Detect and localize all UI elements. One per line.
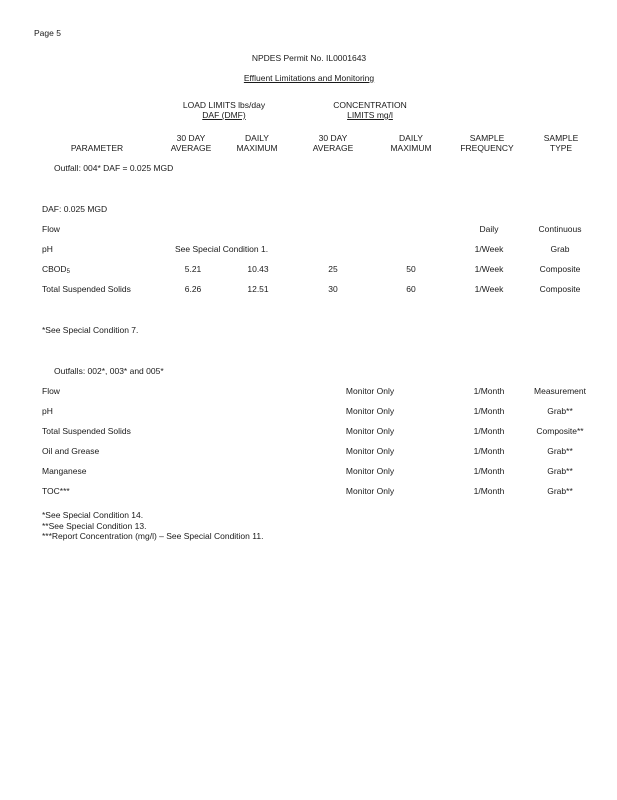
table-row-frequency: 1/Month — [473, 386, 505, 396]
page-number: Page 5 — [34, 28, 61, 38]
conc-30day-header — [313, 133, 353, 153]
table-row-param: Total Suspended Solids — [42, 284, 131, 294]
load-limits-header — [183, 100, 265, 120]
table-row-frequency: 1/Month — [473, 486, 505, 496]
footnote: *See Special Condition 7. — [42, 325, 139, 335]
table-row-type: Composite — [539, 284, 581, 294]
table-row-type: Grab** — [547, 406, 573, 416]
table-row-param: Oil and Grease — [42, 446, 100, 456]
conc-30day-value: 25 — [328, 264, 338, 274]
footnote: **See Special Condition 13. — [42, 520, 147, 531]
header-line: MAXIMUM — [390, 143, 432, 153]
param-subscript: 5 — [66, 269, 70, 275]
header-line: AVERAGE — [170, 143, 212, 153]
table-row-frequency: 1/Month — [473, 446, 505, 456]
table-row-frequency: 1/Month — [473, 426, 505, 436]
load-daily-value: 12.51 — [247, 284, 269, 294]
conc-daily-value: 50 — [406, 264, 416, 274]
table-row-frequency: 1/Week — [474, 244, 504, 254]
header-line: FREQUENCY — [460, 143, 514, 153]
header-line: MAXIMUM — [236, 143, 278, 153]
monitor-only: Monitor Only — [345, 466, 395, 476]
load-limits-label: LOAD LIMITS lbs/day — [182, 100, 266, 110]
table-row-type: Grab** — [547, 446, 573, 456]
table-row-type: Grab — [550, 244, 570, 254]
table-row-type: Continuous — [538, 224, 582, 234]
outfall-002-003-005-label: Outfalls: 002*, 003* and 005* — [54, 366, 164, 376]
table-row-type: Grab** — [547, 486, 573, 496]
table-row-param — [42, 264, 70, 275]
table-row-frequency: 1/Week — [474, 284, 504, 294]
load-daily-value: 10.43 — [247, 264, 269, 274]
footnote: *See Special Condition 14. — [42, 510, 144, 520]
monitor-only: Monitor Only — [345, 386, 395, 396]
monitor-only: Monitor Only — [345, 406, 395, 416]
concentration-header — [333, 100, 407, 120]
footnote: ***Report Concentration (mg/l) – See Special Condition 11. — [42, 531, 264, 541]
header-line: DAILY — [245, 133, 269, 143]
table-row-type: Measurement — [534, 386, 586, 396]
conc-daily-value: 60 — [406, 284, 416, 294]
permit-number: NPDES Permit No. IL0001643 — [251, 53, 367, 63]
load-limits-sub: DAF (DMF) — [202, 110, 246, 120]
table-row-frequency: Daily — [479, 224, 499, 234]
header-line: DAILY — [399, 133, 423, 143]
outfall-004-label: Outfall: 004* DAF = 0.025 MGD — [54, 163, 174, 173]
load-30day-value: 6.26 — [184, 284, 202, 294]
special-condition-note: See Special Condition 1. — [175, 244, 269, 254]
sample-frequency-header — [460, 133, 513, 153]
table-row-param: pH — [42, 244, 53, 254]
concentration-label: CONCENTRATION — [333, 100, 407, 110]
table-row-type: Grab** — [547, 466, 573, 476]
monitor-only: Monitor Only — [345, 426, 395, 436]
header-line: 30 DAY — [318, 133, 348, 143]
load-30day-value: 5.21 — [184, 264, 202, 274]
conc-daily-header — [390, 133, 431, 153]
param-name: CBOD — [42, 264, 67, 274]
table-row-type: Composite** — [536, 426, 584, 436]
monitor-only: Monitor Only — [345, 446, 395, 456]
header-line: SAMPLE — [543, 133, 579, 143]
header-line: 30 DAY — [176, 133, 206, 143]
header-line: SAMPLE — [469, 133, 505, 143]
section-title: Effluent Limitations and Monitoring — [243, 73, 375, 83]
table-row-frequency: 1/Month — [473, 466, 505, 476]
load-30day-header — [171, 133, 211, 153]
table-row-param: Flow — [42, 224, 60, 234]
table-row-frequency: 1/Week — [474, 264, 504, 274]
parameter-header: PARAMETER — [70, 143, 124, 153]
sample-type-header — [544, 133, 579, 153]
conc-30day-value: 30 — [328, 284, 338, 294]
monitor-only: Monitor Only — [345, 486, 395, 496]
table-row-frequency: 1/Month — [473, 406, 505, 416]
daf-label: DAF: 0.025 MGD — [42, 204, 108, 214]
table-row-param: Flow — [42, 386, 60, 396]
concentration-sub: LIMITS mg/l — [347, 110, 393, 120]
header-line: TYPE — [549, 143, 573, 153]
table-row-type: Composite — [539, 264, 581, 274]
table-row-param: TOC*** — [42, 486, 70, 496]
load-daily-header — [236, 133, 277, 153]
header-line: AVERAGE — [312, 143, 354, 153]
table-row-param: Total Suspended Solids — [42, 426, 131, 436]
table-row-param: Manganese — [42, 466, 87, 476]
footnotes — [42, 510, 263, 542]
table-row-param: pH — [42, 406, 53, 416]
